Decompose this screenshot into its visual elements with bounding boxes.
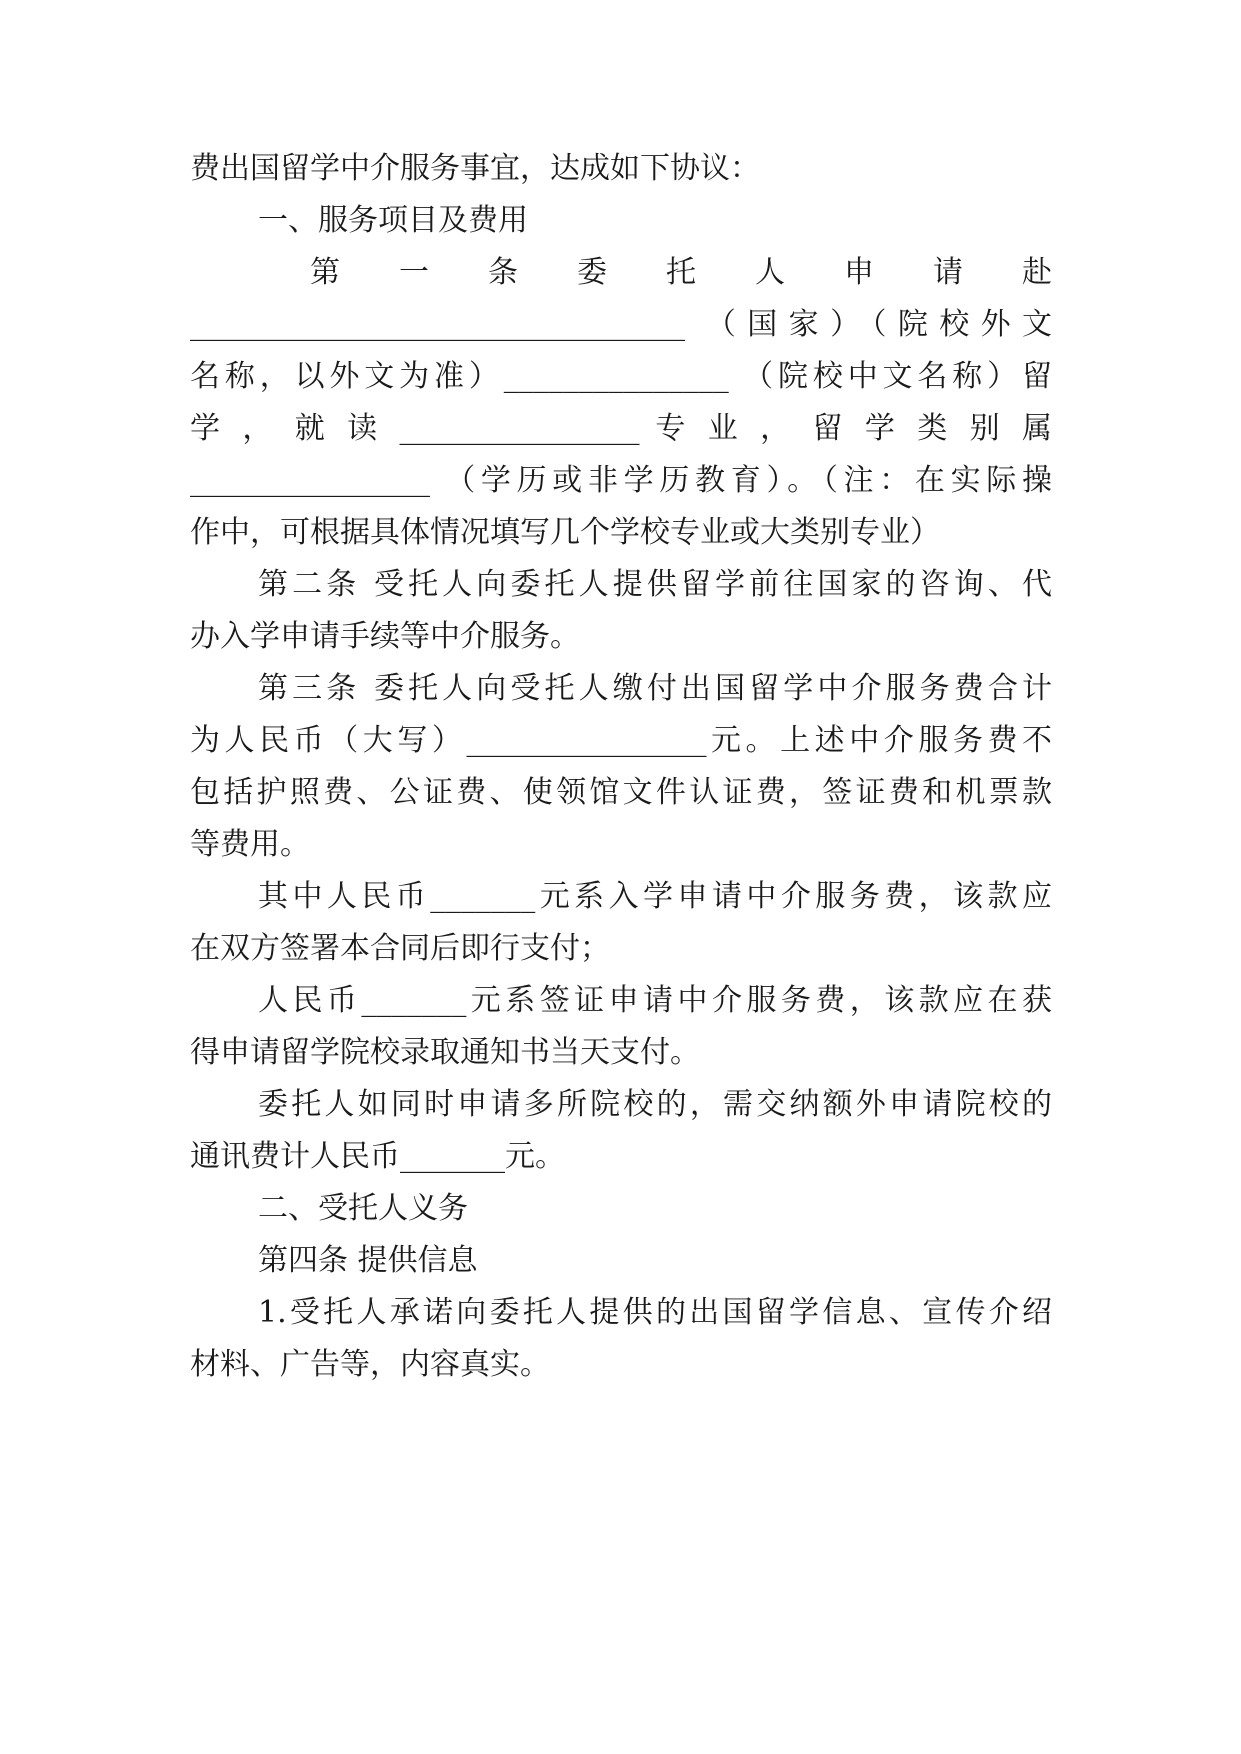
text-line: 其中人民币_______元系入学申请中介服务费，该款应	[258, 879, 1052, 914]
article-heading: 第 一 条 委 托 人 申 请 赴	[310, 255, 1052, 290]
text-line: 人民币_______元系签证申请中介服务费，该款应在获	[258, 983, 1052, 1018]
text-line: 材料、广告等，内容真实。	[190, 1347, 550, 1382]
article-heading: 第四条 提供信息	[258, 1243, 478, 1278]
text-line: 第三条 委托人向受托人缴付出国留学中介服务费合计	[258, 671, 1052, 706]
text-line: 得申请留学院校录取通知书当天支付。	[190, 1035, 700, 1070]
text-line: 名称，以外文为准）_______________ （院校中文名称）留	[190, 359, 1052, 394]
text-line: 办入学申请手续等中介服务。	[190, 619, 580, 654]
text-line: 在双方签署本合同后即行支付；	[190, 931, 610, 966]
section-heading: 一、服务项目及费用	[258, 203, 528, 238]
section-heading: 二、受托人义务	[258, 1191, 468, 1226]
text-line: 第二条 受托人向委托人提供留学前往国家的咨询、代	[258, 567, 1052, 602]
text-line: ________________ （学历或非学历教育）。（注：在实际操	[190, 463, 1052, 498]
text-line: 作中，可根据具体情况填写几个学校专业或大类别专业）	[190, 515, 940, 550]
text-line: 费出国留学中介服务事宜，达成如下协议：	[190, 151, 760, 186]
text-line: 学 ， 就 读 ________________ 专 业 ， 留 学 类 别 属	[190, 411, 1052, 446]
text-line: 通讯费计人民币_______元。	[190, 1139, 565, 1174]
text-line: 委托人如同时申请多所院校的，需交纳额外申请院校的	[258, 1087, 1052, 1122]
text-line: _________________________________ （国家）（院校外文	[190, 307, 1052, 342]
text-line: 为人民币（大写）________________元。上述中介服务费不	[190, 723, 1052, 758]
text-line: 包括护照费、公证费、使领馆文件认证费，签证费和机票款	[190, 775, 1052, 810]
text-line: 1.受托人承诺向委托人提供的出国留学信息、宣传介绍	[258, 1295, 1052, 1330]
text-line: 等费用。	[190, 827, 310, 862]
